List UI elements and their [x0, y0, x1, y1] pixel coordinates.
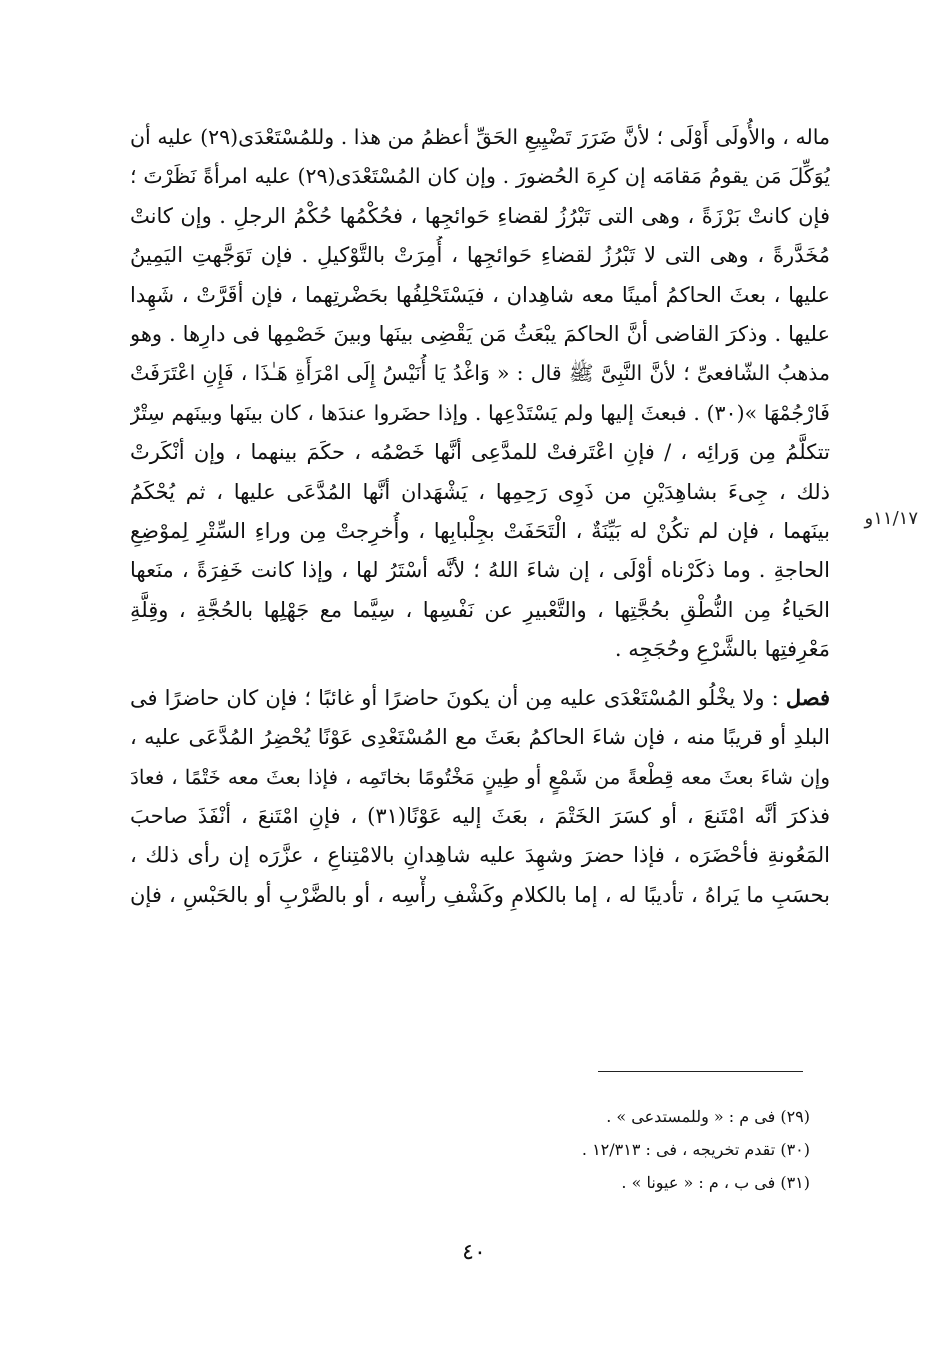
text-line: فَارْجُمْهَا »(٣٠) . فبعثَ إليها ولم يَسْتَدْعِها . وإذا حضَروا عندَها ، كان بينَها وبينَهم سِتْرٌ [130, 400, 830, 425]
footnote: (٣١) فى ب ، م : « عيونا » . [621, 1173, 810, 1192]
text-line: عليها . وذكرَ القاضى أنَّ الحاكمَ يبْعَثُ مَن يَقْضِى بينَها وبينَ خَصْمِها فى دارِها . وهو [130, 322, 830, 347]
text-line: المَعُونةِ فأحْضَرَه ، فإذا حضرَ وشهِدَ عليه شاهِدانِ بالامْتِناعِ ، عزَّرَه إن رأى ذلك ، [130, 843, 830, 868]
text-line: مذهبُ الشّافعىِّ ؛ لأنَّ النَّبِىَّ ﷺ قال : « وَاغْدُ يَا أُنَيْسُ إِلَى امْرَأَةِ هَـٰذَا ، فَإِنِ اعْتَرَفَتْ [130, 361, 830, 386]
margin-manuscript-reference: ١١/١٧و [864, 508, 918, 529]
text-line: بينَهما ، فإن لم تكُنْ له بَيِّنَةٌ ، الْتَحَفَتْ بجِلْبابِها ، وأُخرِجتْ مِن وراءِ السِّتْرِ لِموْضِعِ [130, 519, 830, 544]
text-line: عليها ، بعثَ الحاكمُ أمينًا معه شاهِدان ، فيَسْتَحْلِفُها بحَضْرتِهما ، فإن أقَرَّتْ ، شَهِدا [130, 282, 830, 307]
paragraph-gap [130, 670, 830, 678]
text-line-rest: : ولا يخْلُو المُسْتَعْدَى عليه مِن أن يكونَ حاضرًا أو غائبًا ؛ فإن كان حاضرًا فى [130, 685, 786, 710]
paragraph-2 [130, 678, 830, 915]
text-line: مَعْرِفتِها بالشَّرْعِ وحُجَجِه . [614, 637, 830, 662]
text-line: مُخَدَّرةً ، وهى التى لا تَبْرُزُ لقضاءِ حَوائجِها ، أُمِرَتْ بالتَّوْكيلِ . فإن تَوَجَّهتِ اليَمِينُ [130, 243, 830, 268]
text-line: الحاجةِ . وما ذكَرْناه أوْلَى ، إن شاءَ اللهُ ؛ لأنَّه أسْتَرُ لها ، وإذا كانت خَفِرَةً ، منَعها [130, 558, 830, 583]
paragraph-1 [130, 118, 830, 670]
text-line: تتكلَّمُ مِن وَرائِه ، / فإنِ اعْتَرفتْ للمدَّعِى أنَّها خَصْمُه ، حكَمَ بينهما ، وإن أنْكَرتْ [130, 440, 830, 465]
text-line: يُوَكِّلَ مَن يقومُ مَقامَه إن كرِهَ الحُضورَ . وإن كان المُسْتَعْدَى(٢٩) عليه امرأةً نَظَرْتَ ؛ [130, 164, 830, 189]
text-line: وإن شاءَ بعثَ معه قِطْعةً من شَمْعٍ أو طِينٍ مَخْتُومًا بخاتَمِه ، فإذا بعثَ معه خَتْمًا ، فعادَ [130, 764, 830, 789]
text-line: البلدِ أو قريبًا منه ، فإن شاءَ الحاكمُ بعَثَ مع المُسْتَعْدِى عَوْنًا يُحْضِرُ المُدَّعَى عليه ، [130, 725, 830, 750]
text-line: ذلك ، جِىءَ بشاهِدَيْنِ من ذَوِى رَحِمِها ، يَشْهَدان أنَّها المُدَّعَى عليها ، ثم يُحْكَمُ [130, 479, 830, 504]
text-line: بحسَبِ ما يَراهُ ، تأديبًا له ، إما بالكلامِ وكَشْفِ رأْسِه ، أو بالضَّرْبِ أو بالحَبْسِ ، فإن [130, 882, 830, 907]
text-line: ماله ، والأُولَى أَوْلَى ؛ لأنَّ ضَرَرَ تَضْيِيعِ الحَقِّ أعظمُ من هذا . وللمُسْتَعْدَى(٢٩) عليه أن [130, 125, 830, 149]
footnotes [420, 1100, 810, 1199]
main-text [130, 118, 830, 915]
text-line: فذكرَ أنَّه امْتَنعَ ، أو كسَرَ الخَتْمَ ، بعَثَ إليه عَوْنًا(٣١) ، فإنِ امْتَنعَ ، أنْفَذَ صاحبَ [130, 803, 830, 828]
footnote-divider [598, 1071, 803, 1072]
footnote: (٢٩) فى م : « وللمستدعى » . [606, 1107, 810, 1126]
text-line: الحَياءُ مِن النُّطْقِ بحُجَّتِها ، والتَّعْبيرِ عن نَفْسِها ، سِيَّما مع جَهْلِها بالحُجَّةِ ، وقِلَّةِ [130, 597, 830, 622]
text-line: فإن كانتْ بَرْزَةً ، وهى التى تَبْرُزُ لقضاءِ حَوائجِها ، فحُكْمُها حُكْمُ الرجلِ . وإن كانتْ [130, 203, 830, 228]
text-line [130, 678, 830, 718]
page-number: ٤٠ [462, 1240, 486, 1265]
footnote: (٣٠) تقدم تخريجه ، فى : ١٢/٣١٣ . [581, 1140, 810, 1159]
section-heading-fasl: فصل [785, 684, 830, 710]
